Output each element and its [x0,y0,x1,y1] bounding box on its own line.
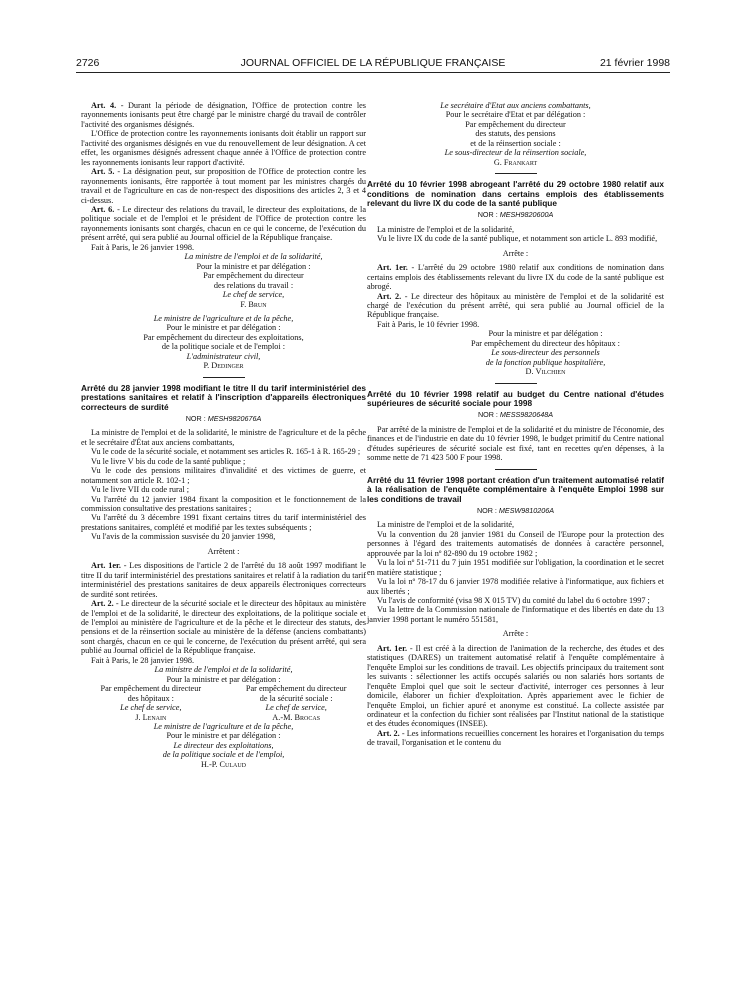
article-1: Art. 1er. - L'arrêté du 29 octobre 1980 relatif aux conditions de nomination dans certains emplois des établissements relevant du livre IX du code de la santé publique est abrogé. [367,263,664,292]
vis-1: La ministre de l'emploi et de la solidarité, le ministre de l'agriculture et de la pêche et le secrétaire d'État aux anciens combattants, [81,428,366,447]
signature-block-0: Le secrétaire d'Etat aux anciens combattants, Pour le secrétaire d'Etat et par délégation : Par empêchement du directeur des statuts, des pensions et de la réinsertion sociale : Le sous-directeur de la réinsertion sociale, G. Frankart [367,101,664,167]
decree-title-28-janvier: Arrêté du 28 janvier 1998 modifiant le titre II du tarif interministériel des prestations sanitaires et relatif à l'inscription d'appareils électroniques correcteurs de surdité [81,382,366,412]
signature-block-5: Pour la ministre et par délégation : Par empêchement du directeur des hôpitaux : Le sous-directeur des personnels de la fonction publique hospitalière, D. Vilchien [367,329,664,376]
nor-reference: NOR : MESH9820676A [185,413,262,423]
signatory-name: A.-M. Brocas [272,712,321,722]
article-2: Art. 2. - Les informations recueillies concernent les horaires et l'organisation du temps de travail, l'organisation et le contenu du [367,728,664,748]
vis-7: Vu l'arrêté du 3 décembre 1991 fixant certains titres du tarif interministériel des prestations sanitaires, complété et modifié par les textes subséquents ; [81,513,366,532]
page-header [76,57,670,71]
arrete-heading: Arrête : [502,629,529,639]
nor-reference: NOR : MESW9810206A [476,505,555,515]
article-1: Art. 1er. - Les dispositions de l'article 2 de l'arrêté du 18 août 1997 modifiant le titre II du tarif interministériel des prestations sanitaires et relatif à la radiation du tarif interministériel des prestations sanitaires de deux appareils électroniques correcteurs de surdité sont retirées. [81,561,366,599]
right-column: Le secrétaire d'Etat aux anciens combattants, Pour le secrétaire d'Etat et par délégation : Par empêchement du directeur des statuts, des pensions et de la réinsertion sociale : Le sous-directeur de la réinsertion sociale, G. Frankart Arrêté du 10 février 1998 abrogeant l'arrêté du 29 octobre 1980 relatif aux conditions de nomination dans certains emplois des établissements relevant du livre IX du code de la santé publique NOR : MESH9820600A La ministre de l'emploi et de la solidarité, Vu le livre IX du code de la santé publique, et notamment son article L. 893 modifié, Arrête : Art. 1er. - L'arrêté du 29 octobre 1980 relatif aux conditions de nomination dans certains emplois des établissements relevant du livre IX du code de la santé publique est abrogé. Art. 2. - Le directeur des hôpitaux au ministère de l'emploi et de la solidarité est chargé de l'exécution du présent arrêté, qui sera publié au Journal officiel de la République française. Fait à Paris, le 10 février 1998. Pour la ministre et par délégation : Par empêchement du directeur des hôpitaux : Le sous-directeur des personnels de la fonction publique hospitalière, D. Vilchien Arrêté du 10 février 1998 relatif au budget du Centre national d'études supérieures de sécurité sociale pour 1998 NOR : MESS9820648A Par arrêté de la ministre de l'emploi et de la solidarité et du ministre de l'économie, des finances et de l'industrie en date du 10 février 1998, le budget primitif du Centre national d'études supérieures de sécurité sociale est fixé, tant en recettes qu'en dépenses, à la somme nette de 71 423 500 F pour 1998. Arrêté du 11 février 1998 portant création d'un traitement automatisé relatif à la réalisation de l'enquête complémentaire à l'enquête Emploi 1998 sur les conditions de travail NOR : MESW9810206A La ministre de l'emploi et de la solidarité, Vu la convention du 28 janvier 1981 du Conseil de l'Europe pour la protection des personnes à l'égard des traitements automatisés de données à caractère personnel, approuvée par la loi nº 82-890 du 19 octobre 1982 ; Vu la loi nº 51-711 du 7 juin 1951 modifiée sur l'obligation, la coordination et le secret en matière statistique ; Vu la loi nº 78-17 du 6 janvier 1978 modifiée relative à l'informatique, aux fichiers et aux libertés ; Vu l'avis de conformité (visa 98 X 015 TV) du comité du label du 6 octobre 1997 ; Vu la lettre de la Commission nationale de l'informatique et des libertés en date du 13 janvier 1998 portant le numéro 551581, Arrête : Art. 1er. - Il est créé à la direction de l'animation de la recherche, des études et des statistiques (DARES) un traitement automatisé relatif à l'enquête complémentaire à l'enquête Emploi sur les conditions de travail. Les objectifs principaux du traitement sont les suivants : sélectionner les actifs occupés salariés ou non salariés hors sortants de l'enquête Emploi quel que soit le secteur d'activité, interroger ces personnes à leur domicile, élaborer un fichier d'exploitation. Après appariement avec le fichier de l'enquête Emploi, un fichier apuré et anonyme est constitué. La collecte assistée par ordinateur et la confection du fichier sont réalisées par l'Institut national de la statistique et des études économiques (INSEE). Art. 2. - Les informations recueillies concernent les horaires et l'organisation du temps de travail, l'organisation et le contenu du [367,101,665,748]
separator-rule [495,173,537,174]
article-1: Art. 1er. - Il est créé à la direction de l'animation de la recherche, des études et des statistiques (DARES) un traitement automatisé relatif à l'enquête complémentaire à l'enquête Emploi sur les conditions de travail. Les objectifs principaux du traitement sont les suivants : sélectionner les actifs occupés salariés ou non salariés hors sortants de l'enquête Emploi quel que soit le secteur d'activité, interroger ces personnes à leur domicile, élaborer un fichier d'exploitation. Après appariement avec le fichier de l'enquête Emploi, un fichier apuré et anonyme est constitué. La collecte assistée par ordinateur et la confection du fichier sont réalisées par l'Institut national de la statistique et des études économiques (INSEE). [367,643,665,729]
signatory-name: J. Lenain [135,712,167,722]
signature-pair [81,684,366,722]
decree-title-10-fevrier-b: Arrêté du 10 février 1998 relatif au budget du Centre national d'études supérieures de sécurité sociale pour 1998 [367,388,664,409]
vis-2: Vu le code de la sécurité sociale, et notamment ses articles R. 165-1 à R. 165-29 ; [91,447,361,457]
nor-reference: NOR : MESH9820600A [477,210,554,220]
journal-title: JOURNAL OFFICIEL DE LA RÉPUBLIQUE FRANÇAISE [240,57,506,69]
fait-a-paris-3: Fait à Paris, le 10 février 1998. [377,319,480,329]
signature-hopitaux: Par empêchement du directeur des hôpitaux : Le chef de service, J. Lenain [81,684,221,722]
signature-block-4: Le ministre de l'agriculture et de la pêche, Pour le ministre et par délégation : Le directeur des exploitations, de la politique sociale et de l'emploi, H.-P. Culaud [81,722,366,769]
page-number: 2726 [76,57,100,69]
decree-title-11-fevrier: Arrêté du 11 février 1998 portant création d'un traitement automatisé relatif à la réalisation de l'enquête complémentaire à l'enquête Emploi 1998 sur les conditions de travail [367,474,664,504]
vis-5: Vu le livre VII du code rural ; [91,485,190,495]
signature-block-1: La ministre de l'emploi et de la solidarité, Pour la ministre et par délégation : Par empêchement du directeur des relations du travail : Le chef de service, F. Brun [81,252,366,309]
signatory-name: H.-P. Culaud [200,759,247,769]
arretent-heading: Arrêtent : [207,546,240,556]
article-2: Art. 2. - Le directeur de la sécurité sociale et le directeur des hôpitaux au ministère de l'emploi et de la solidarité, le directeur des exploitations, de la politique sociale et de l'emploi au ministère de l'agriculture et de la pêche et le directeur des statuts, des pensions et de la réinsertion sociale au ministère de la défense (anciens combattants) sont chargés, chacun en ce qui le concerne, de l'exécution du présent arrêté, qui sera publié au Journal officiel de la République française. [81,599,366,656]
signatory-name: G. Frankart [493,157,538,167]
separator-rule [495,469,537,470]
separator-rule [495,383,537,384]
signature-securite-sociale: Par empêchement du directeur de la sécurité sociale : Le chef de service, A.-M. Brocas [226,684,366,722]
header-rule [76,72,670,73]
fait-a-paris-2: Fait à Paris, le 28 janvier 1998. [91,655,195,665]
issue-date: 21 février 1998 [599,57,670,69]
decree-title-10-fevrier-a: Arrêté du 10 février 1998 abrogeant l'arrêté du 29 octobre 1980 relatif aux conditions de nomination dans certains emplois des établissements relevant du livre IX du code de la santé publique [367,179,664,208]
signature-block-2: Le ministre de l'agriculture et de la pêche, Pour le ministre et par délégation : Par empêchement du directeur des exploitations, de la politique sociale et de l'emploi : L'administrateur civil, P. Dedinger [81,314,366,371]
nor-reference: NOR : MESS9820648A [477,410,554,420]
signatory-name: F. Brun [240,299,267,309]
budget-paragraph: Par arrêté de la ministre de l'emploi et de la solidarité et du ministre de l'économie, des finances et de l'industrie en date du 10 février 1998, le budget primitif du Centre national d'études supérieures de sécurité sociale est fixé, tant en recettes qu'en dépenses, à la somme nette de 71 423 500 F pour 1998. [367,424,664,463]
left-column [81,101,366,769]
signatory-name: P. Dedinger [203,361,244,371]
vis-8: Vu l'avis de la commission susvisée du 20 janvier 1998, [91,532,276,542]
separator-rule [203,377,245,378]
article-4-para-2: L'Office de protection contre les rayonnements ionisants doit établir un rapport sur l'activité des organismes désignés en vue du renouvellement de leur désignation. A cet effet, les organismes désignés adressent chaque année à l'Office de protection contre les rayonnements ionisants leur rapport d'activité. [81,129,366,167]
article-4: Art. 4. - Durant la période de désignation, l'Office de protection contre les rayonnements ionisants peut être chargé par le ministre chargé du travail de contrôler l'activité des organismes désignés. [81,101,366,129]
vis-6: Vu l'arrêté du 12 janvier 1984 fixant la composition et le fonctionnement de la commission consultative des prestations sanitaires ; [81,494,366,513]
signature-block-3: La ministre de l'emploi et de la solidarité, Pour la ministre et par délégation : [154,665,293,684]
article-5: Art. 5. - La désignation peut, sur proposition de l'Office de protection contre les rayonnements ionisants, être rapportée à tout moment par les ministres chargés du travail et de l'agriculture en cas de non-respect des dispositions des articles 2, 3 et 4 ci-dessus. [81,167,366,205]
arrete-heading: Arrête : [502,248,529,258]
signatory-name: D. Vilchien [525,367,566,377]
article-6: Art. 6. - Le directeur des relations du travail, le directeur des exploitations, de la politique sociale et de l'emploi et le président de l'Office de protection contre les rayonnements ionisants sont chargés, chacun en ce qui le concerne, de l'exécution du présent arrêté, qui sera publié au Journal officiel de la République française. [81,204,366,243]
vis-4: Vu le code des pensions militaires d'invalidité et des victimes de guerre, et notamment son article R. 102-1 ; [81,466,366,485]
fait-a-paris-1: Fait à Paris, le 26 janvier 1998. [91,242,195,252]
article-2: Art. 2. - Le directeur des hôpitaux au ministère de l'emploi et de la solidarité est chargé de l'exécution du présent arrêté, qui sera publié au Journal officiel de la République française. [367,291,664,320]
vis-3: Vu le livre V bis du code de la santé publique ; [91,456,246,466]
